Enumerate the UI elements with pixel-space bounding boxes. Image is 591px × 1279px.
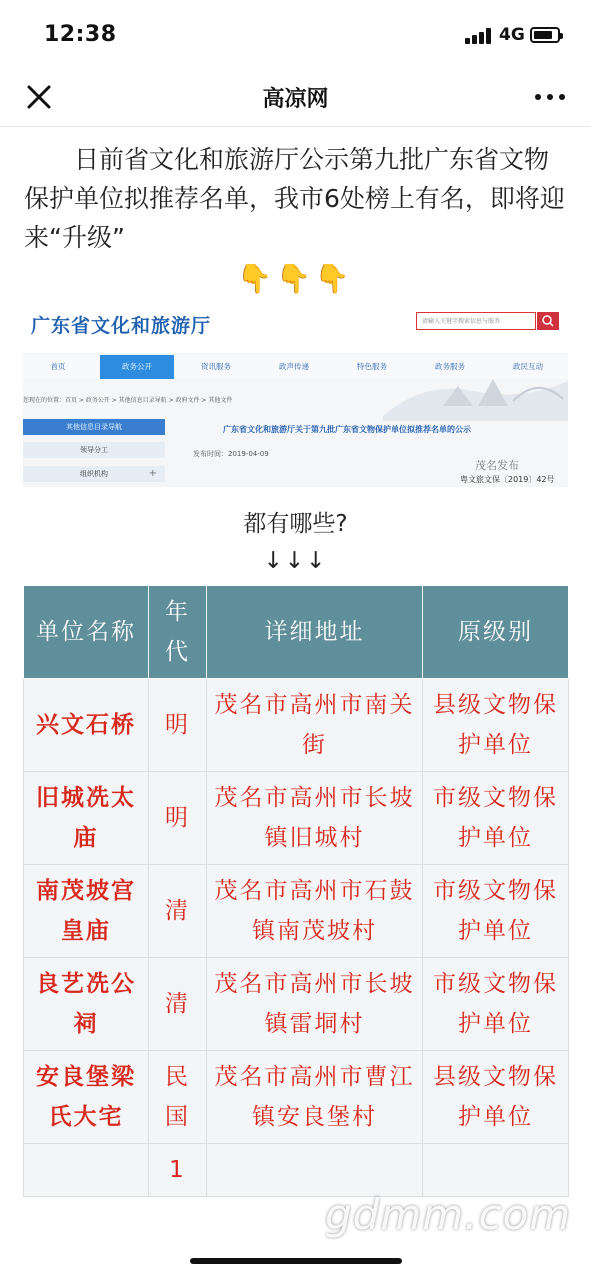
network-type: 4G (499, 25, 525, 45)
header-era: 年代 (149, 586, 207, 679)
table-row (24, 865, 569, 958)
battery-icon (530, 27, 560, 43)
cell-address: 茂名市高州市曹江镇安良堡村 (207, 1051, 423, 1144)
page-watermark: gdmm.com (325, 1190, 572, 1239)
embedded-menu (23, 355, 568, 379)
embedded-sidebar-item (23, 466, 165, 482)
table-row (24, 1144, 569, 1197)
table-row (24, 772, 569, 865)
embedded-site-title: 广东省文化和旅游厅 (31, 315, 212, 337)
table-row (24, 679, 569, 772)
header-unit-name: 单位名称 (24, 586, 149, 679)
section-question: 都有哪些? (243, 511, 348, 537)
cell-original-level: 市级文物保护单位 (423, 958, 569, 1051)
cell-unit-name: 兴文石桥 (24, 679, 149, 772)
embedded-notice-title: 广东省文化和旅游厅关于第九批广东省文物保护单位拟推荐名单的公示 (223, 425, 471, 434)
status-bar (0, 0, 591, 70)
embedded-menu-item: 政民互动 (513, 362, 543, 371)
header-original-level: 原级别 (423, 586, 569, 679)
embedded-sidebar-item (23, 442, 165, 458)
heritage-table (23, 585, 569, 1197)
table-header-row (24, 586, 569, 679)
cell-original-level (423, 1144, 569, 1197)
cell-unit-name: 旧城冼太庙 (24, 772, 149, 865)
battery-level (534, 31, 552, 39)
more-icon[interactable] (532, 82, 568, 112)
embedded-menu-item: 特色服务 (357, 362, 387, 371)
cell-address: 茂名市高州市长坡镇旧城村 (207, 772, 423, 865)
plus-icon: + (148, 468, 157, 479)
cell-era: 1 (149, 1144, 207, 1197)
signal-icon (465, 28, 493, 44)
embedded-search-input: 请输入关键字搜索信息与服务 (416, 312, 536, 330)
cell-address: 茂名市高州市南关街 (207, 679, 423, 772)
cell-unit-name: 良艺冼公祠 (24, 958, 149, 1051)
embedded-date: 发布时间：2019-04-09 (193, 450, 269, 458)
embedded-search-icon (537, 312, 559, 330)
header-address: 详细地址 (207, 586, 423, 679)
table-row (24, 1051, 569, 1144)
embedded-screenshot (23, 303, 568, 487)
cell-original-level: 市级文物保护单位 (423, 865, 569, 958)
embedded-menu-item: 首页 (50, 362, 66, 371)
cell-address: 茂名市高州市长坡镇雷垌村 (207, 958, 423, 1051)
embedded-menu-item: 资讯服务 (201, 362, 231, 371)
embedded-doc-number: 粤文旅文保〔2019〕42号 (460, 475, 555, 484)
embedded-header (23, 303, 568, 353)
cell-era: 明 (149, 679, 207, 772)
cell-era: 明 (149, 772, 207, 865)
embedded-menu-item: 政务服务 (435, 362, 465, 371)
cell-era: 民国 (149, 1051, 207, 1144)
cell-address (207, 1144, 423, 1197)
article-intro: 日前省文化和旅游厅公示第九批广东省文物保护单位拟推荐名单，我市6处榜上有名，即将迎来“升级” (24, 145, 565, 252)
cell-unit-name: 南茂坡宫皇庙 (24, 865, 149, 958)
embedded-breadcrumb: 您现在的位置：首页 > 政务公开 > 其他信息目录导航 > 政府文件 > 其他文件 (23, 397, 233, 404)
embedded-sidebar-heading: 其他信息目录导航 (23, 419, 165, 435)
embedded-sidebar-item-label: 组织机构 (80, 470, 108, 478)
cell-unit-name (24, 1144, 149, 1197)
pointing-down-emoji: 👇👇👇 (237, 262, 354, 295)
status-time: 12:38 (44, 22, 117, 47)
cell-era: 清 (149, 865, 207, 958)
embedded-sidebar-item-label: 领导分工 (80, 446, 108, 454)
cell-unit-name: 安良堡梁氏大宅 (24, 1051, 149, 1144)
page-title: 高凉网 (262, 87, 329, 112)
embedded-menu-item: 政务公开 (100, 355, 174, 379)
embedded-menu-item: 政声传递 (279, 362, 309, 371)
table-row (24, 958, 569, 1051)
cell-era: 清 (149, 958, 207, 1051)
home-indicator[interactable] (190, 1258, 402, 1264)
cell-original-level: 县级文物保护单位 (423, 1051, 569, 1144)
nav-bar (0, 70, 591, 127)
cell-original-level: 县级文物保护单位 (423, 679, 569, 772)
cell-original-level: 市级文物保护单位 (423, 772, 569, 865)
cell-address: 茂名市高州市石鼓镇南茂坡村 (207, 865, 423, 958)
down-arrows: ↓↓↓ (263, 548, 328, 574)
embedded-watermark: 茂名发布 (475, 459, 519, 472)
